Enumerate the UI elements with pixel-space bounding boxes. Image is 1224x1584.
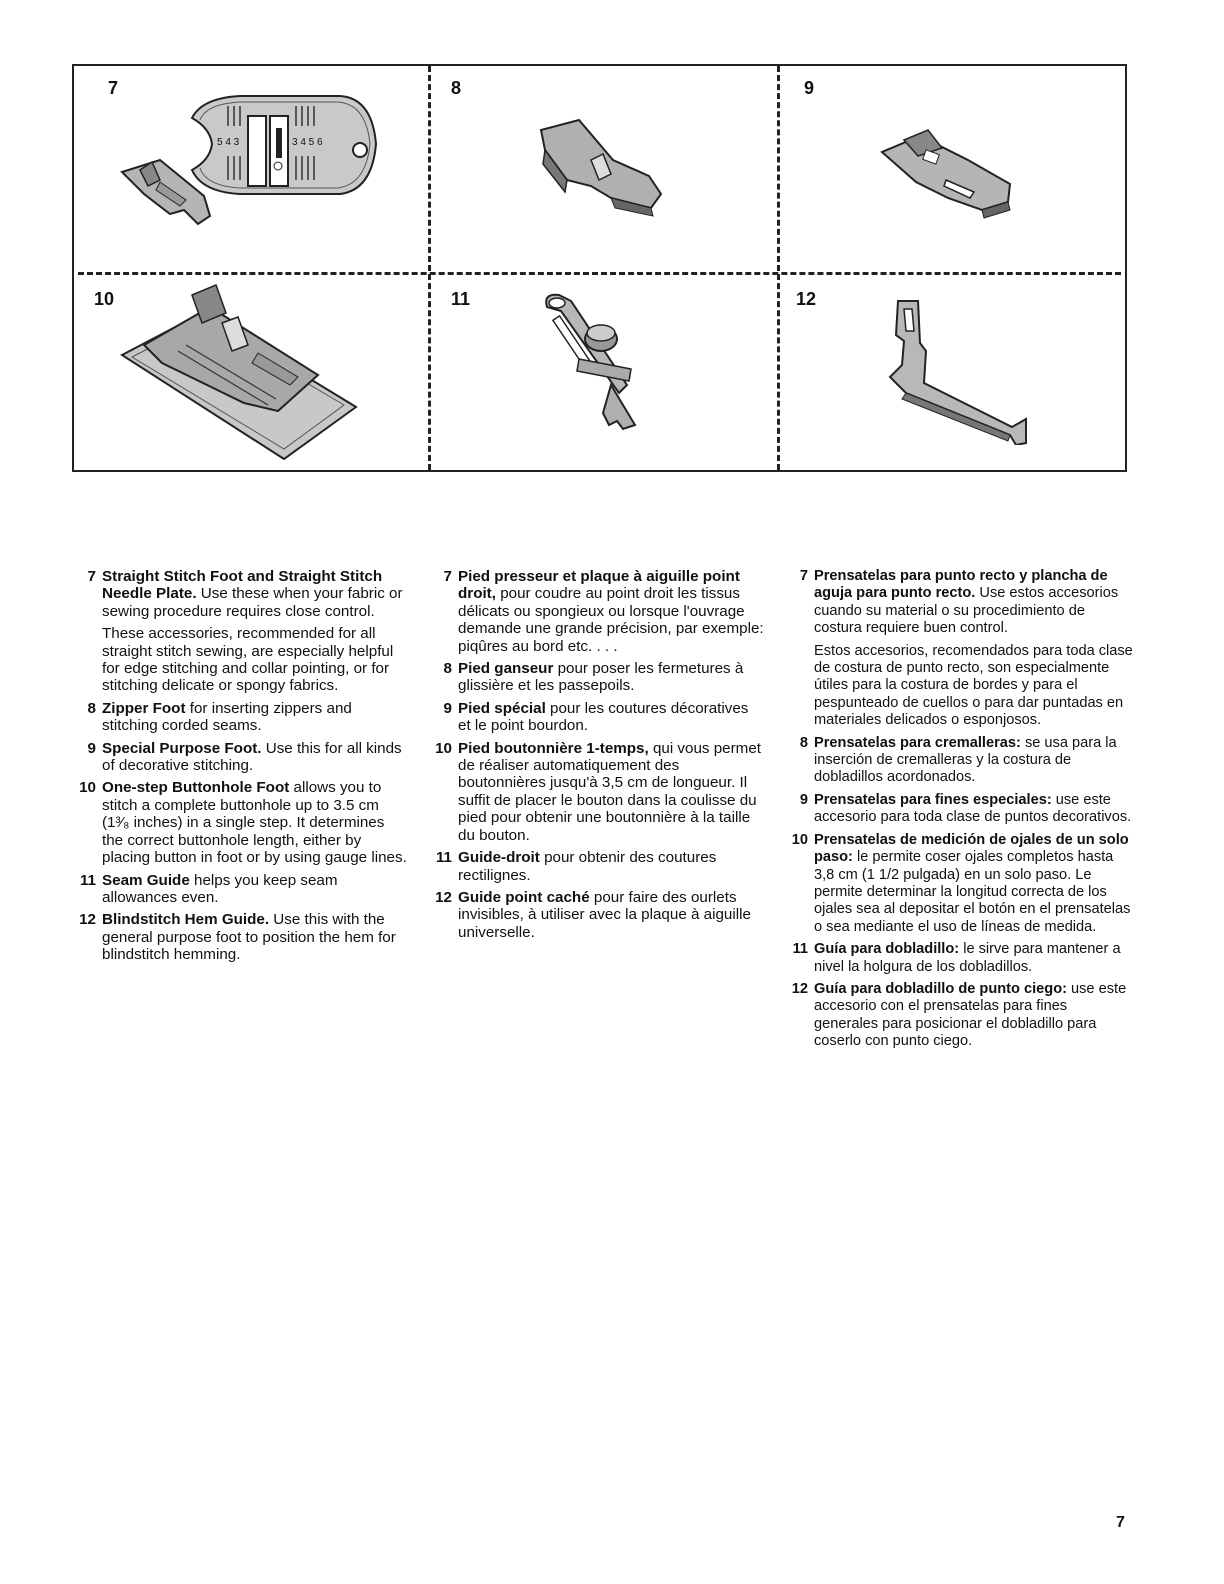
item-number: 10 (79, 779, 96, 797)
item-text: pour obtenir des coutures rectilignes. (458, 849, 717, 884)
item-text: Use this with the general purpose foot to position the hem for blindstitch hemming. (102, 911, 396, 964)
list-item (430, 740, 764, 844)
item-title: Straight Stitch Foot and Straight Stitch Needle Plate. (102, 568, 383, 603)
list-item (74, 872, 408, 907)
item-number: 11 (79, 871, 96, 889)
zipper-foot-illustration (531, 116, 681, 226)
item-title: Guide point caché (458, 888, 590, 906)
item-number: 9 (443, 699, 452, 717)
item-text: Use this for all kinds of decorative stitching. (102, 739, 402, 775)
item-text: Use these when your fabric or sewing procedure requires close control. (102, 585, 403, 620)
item-title: Pied boutonnière 1-temps, (458, 739, 649, 757)
item-title: Guide-droit (458, 849, 540, 867)
straight-stitch-foot-and-plate-illustration (100, 90, 400, 260)
item-text: qui vous permet de réaliser automatiquement des boutonnières jusqu'à 3,5 cm de longueur. Il suffit de placer le bouton dans la coulisse du pied pour obtenir une boutonnière à la taille du bouton. (458, 739, 761, 844)
item-title: One-step Buttonhole Foot (102, 779, 290, 797)
item-number: 12 (79, 911, 96, 929)
item-title: Prensatelas de medición de ojales de un solo paso: (814, 831, 1129, 866)
item-text: pour poser les fermetures à glissière et les passepoils. (458, 660, 744, 695)
item-title: Zipper Foot (102, 699, 186, 717)
item-title: Guía para dobladillo: (814, 941, 960, 958)
list-item (74, 700, 408, 735)
list-item (74, 911, 408, 963)
item-title: Special Purpose Foot. (102, 739, 262, 757)
item-title: Prensatelas para fines especiales: (814, 791, 1052, 808)
buttonhole-foot-illustration (118, 283, 368, 463)
item-number: 8 (799, 734, 808, 751)
item-title: Pied presseur et plaque à aiguille point droit, (458, 568, 740, 603)
english-column (74, 568, 408, 969)
list-item (430, 889, 764, 941)
item-text: Use estos accesorios cuando su material o su procedimiento de costura requiere buen control. (814, 585, 1119, 637)
item-title: Prensatelas para punto recto y plancha de aguja para punto recto. (814, 568, 1108, 602)
figure-number: 11 (451, 289, 471, 309)
list-item (74, 779, 408, 866)
item-text: use este accesorio para toda clase de puntos decorativos. (814, 791, 1132, 826)
item-text: pour faire des ourlets invisibles, à utiliser avec la plaque à aiguille universelle. (458, 888, 751, 941)
paragraph: These accessories, recommended for all straight stitch sewing, are especially helpful for edge stitching and collar pointing, or for stitching delicate or spongy fabrics. (102, 625, 394, 695)
special-purpose-foot-illustration (876, 122, 1026, 232)
item-text: le permite coser ojales completos hasta 3,8 cm (1 1/2 pulgada) en un solo paso. Le permite determinar la longitud correcta de los ojales sea al depositar el botón en el prensatelas o sea mediante el uso de líneas de medida. (814, 849, 1131, 935)
accessories-figure (72, 64, 1127, 472)
figure-panel-9 (780, 66, 1127, 272)
list-item (786, 832, 1134, 936)
item-text: pour coudre au point droit les tissus délicats ou spongieux ou lorsque l'ouvrage demande une grande précision, par exemple: piqûres au bord etc. . . . (458, 585, 764, 655)
list-item (786, 735, 1134, 787)
figure-panel-10 (74, 275, 428, 472)
item-number: 12 (435, 888, 452, 906)
item-title: Seam Guide (102, 871, 190, 889)
item-text: le sirve para mantener a nivel la holgura de los dobladillos. (814, 941, 1121, 975)
item-number: 9 (87, 739, 96, 757)
item-text: pour les coutures décoratives et le point bourdon. (458, 699, 749, 735)
figure-number: 7 (108, 78, 119, 98)
figure-panel-8 (431, 66, 777, 272)
figure-number: 8 (451, 78, 462, 98)
spanish-column (786, 568, 1134, 1056)
item-number: 9 (799, 791, 808, 808)
list-item (430, 700, 764, 735)
figure-number: 10 (94, 289, 115, 309)
item-number: 7 (443, 568, 452, 585)
item-title: Pied ganseur (458, 660, 554, 678)
list-item (786, 568, 1134, 638)
plate-right-digits: 3 4 5 6 (292, 137, 323, 148)
page-number: 7 (1116, 1514, 1125, 1531)
figure-number: 9 (804, 78, 815, 98)
french-column (430, 568, 764, 946)
figure-number: 12 (796, 289, 817, 309)
list-item (430, 849, 764, 884)
plate-left-digits: 5 4 3 (217, 137, 240, 148)
figure-panel-12 (780, 275, 1127, 472)
paragraph: Estos accesorios, recomendados para toda clase de costura de punto recto, son especialmente útiles para la costura de bordes y para el pespunteado de cuellos o para dar puntadas en materiales delicados o esponjosos. (814, 642, 1133, 729)
item-number: 10 (435, 739, 452, 757)
item-text: allows you to stitch a complete buttonhole up to 3.5 cm (1³⁄₈ inches) in a single step. It determines the correct buttonhole length, either by placing button in foot or by using gauge lines. (102, 779, 407, 867)
figure-panel-7 (74, 66, 428, 272)
item-number: 8 (87, 699, 96, 717)
list-item (74, 740, 408, 775)
item-title: Guía para dobladillo de punto ciego: (814, 980, 1067, 997)
list-item (786, 792, 1134, 827)
list-item (74, 568, 408, 620)
needle-plate-drawing (192, 96, 376, 194)
list-item (786, 941, 1134, 976)
item-title: Blindstitch Hem Guide. (102, 911, 270, 929)
item-number: 10 (791, 831, 808, 848)
item-title: Pied spécial (458, 699, 546, 717)
item-number: 7 (87, 568, 96, 585)
item-text: use este accesorio con el prensatelas para fines generales para posicionar el dobladillo para coserlo con punto ciego. (814, 980, 1127, 1050)
blindstitch-hem-guide-illustration (880, 295, 1040, 445)
seam-guide-illustration (531, 289, 681, 449)
item-text: helps you keep seam allowances even. (102, 871, 338, 906)
item-text: for inserting zippers and stitching corded seams. (102, 699, 352, 735)
item-number: 8 (443, 660, 452, 678)
item-text: se usa para la inserción de cremalleras y la costura de dobladillos acordonados. (814, 734, 1117, 786)
list-item (430, 568, 764, 655)
item-title: Prensatelas para cremalleras: (814, 734, 1021, 751)
list-item (430, 660, 764, 695)
item-number: 11 (792, 941, 808, 958)
item-number: 11 (435, 849, 452, 867)
list-item (786, 981, 1134, 1051)
item-number: 7 (799, 568, 808, 584)
item-number: 12 (791, 980, 808, 997)
figure-panel-11 (431, 275, 777, 472)
